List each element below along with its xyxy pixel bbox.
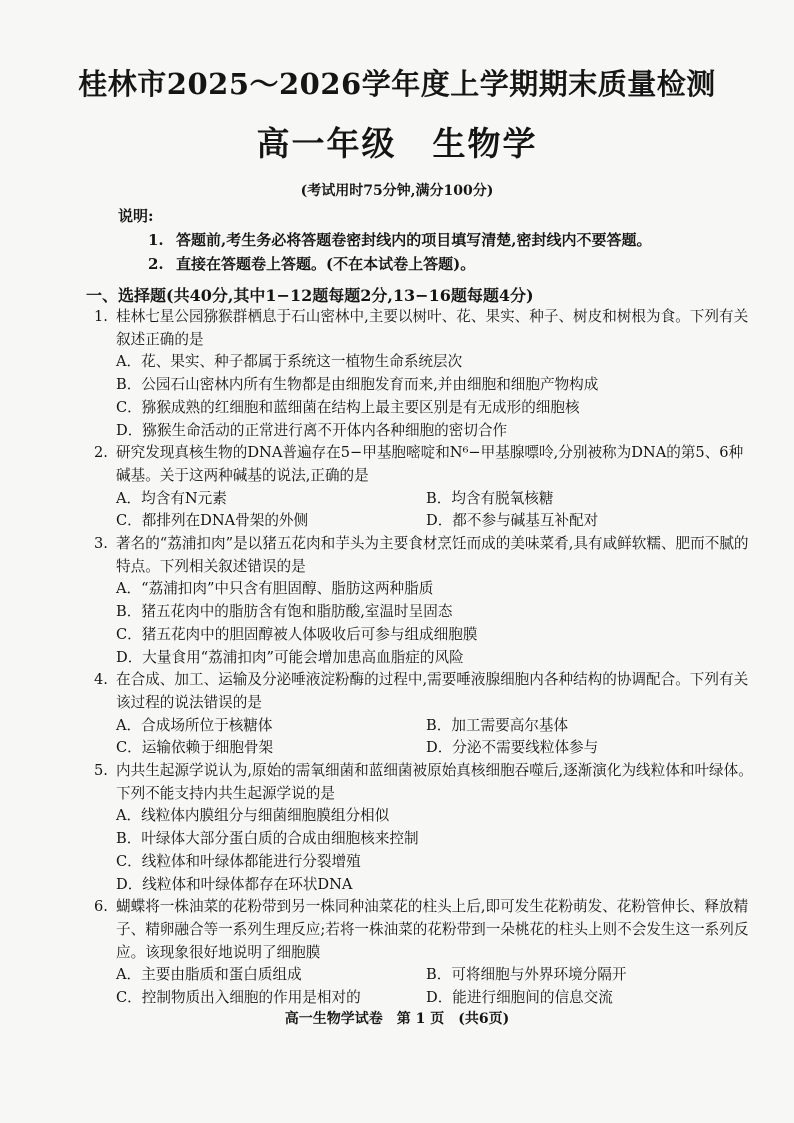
question-stem [94,442,754,487]
note-item [148,253,475,274]
exam-subtitle [0,118,794,165]
option-c: C．线粒体和叶绿体都能进行分裂增殖 [116,852,361,870]
notes-label: 说明: [118,207,154,225]
question-4 [94,669,754,760]
option-b: B．均含有脱氧核糖 [426,489,554,507]
note-text: 直接在答题卷上答题。(不在本试卷上答题)。 [176,255,476,273]
option-row [94,737,754,760]
page-footer: 高一生物学试卷 第 1 页 (共6页) [284,1011,510,1027]
option-a: A．花、果实、种子都属于系统这一植物生命系统层次 [116,353,463,371]
option-d: D．都不参与碱基互补配对 [426,512,599,530]
note-number: 1. [148,231,164,249]
option-b: B．可将细胞与外界环境分隔开 [426,966,627,984]
option-row [94,987,754,1010]
option-row [94,510,754,533]
question-text: 内共生起源学说认为,原始的需氧细菌和蓝细菌被原始真核细胞吞噬后,逐渐演化为线粒体和叶绿体。下列不能支持内共生起源学说的是 [116,762,753,802]
question-number: 2. [94,444,108,462]
question-text: 研究发现真核生物的DNA普遍存在5−甲基胞嘧啶和N⁶−甲基腺嘌呤,分别被称为DNA的第5、6种碱基。关于这两种碱基的说法,正确的是 [116,444,744,484]
exam-title: 桂林市2025～2026学年度上学期期末质量检测 [78,67,716,101]
option-b: B．叶绿体大部分蛋白质的合成由细胞核来控制 [116,830,419,848]
option-a: A．“荔浦扣肉”中只含有胆固醇、脂肪这两种脂质 [116,580,434,598]
question-text: 桂林七星公园猕猴群栖息于石山密林中,主要以树叶、花、果实、种子、树皮和树根为食。下列有关叙述正确的是 [116,308,749,348]
section-title: 一、选择题(共40分,其中1−12题每题2分,13−16题每题4分) [86,286,534,305]
option-a: A．主要由脂质和蛋白质组成 [116,966,302,984]
question-text: 著名的“荔浦扣肉”是以猪五花肉和芋头为主要食材烹饪而成的美味菜肴,具有咸鲜软糯、肥而不腻的特点。下列相关叙述错误的是 [116,535,749,575]
option-c: C．都排列在DNA骨架的外侧 [116,512,309,530]
option-row [94,964,754,987]
question-stem [94,896,754,964]
option-c: C．猕猴成熟的红细胞和蓝细菌在结构上最主要区别是有无成形的细胞核 [116,398,580,416]
question-text: 在合成、加工、运输及分泌唾液淀粉酶的过程中,需要唾液腺细胞内各种结构的协调配合。下列有关该过程的说法错误的是 [116,671,749,711]
question-stem [94,760,754,805]
option-d: D．能进行细胞间的信息交流 [426,989,613,1007]
option-c: C．运输依赖于细胞骨架 [116,739,274,757]
option-row [94,488,754,511]
option-row [94,715,754,738]
question-number: 1. [94,308,108,325]
question-stem [94,669,754,714]
option-d: D．分泌不需要线粒体参与 [426,739,599,757]
question-5 [94,760,754,896]
option-a: A．合成场所位于核糖体 [116,716,273,734]
question-1 [94,306,754,442]
option-d: D．猕猴生命活动的正常进行离不开体内各种细胞的密切合作 [116,421,508,439]
question-text: 蝴蝶将一株油菜的花粉带到另一株同种油菜花的柱头上后,即可发生花粉萌发、花粉管伸长、释放精子、精卵融合等一系列生理反应;若将一株油菜的花粉带到一朵桃花的柱头上则不会发生这一系列反应。该现象很好地说明了细胞膜 [116,898,749,961]
question-list [94,306,754,1010]
note-text: 答题前,考生务必将答题卷密封线内的项目填写清楚,密封线内不要答题。 [176,231,652,249]
option-d: D．大量食用“荔浦扣肉”可能会增加患高血脂症的风险 [116,648,464,666]
option-a: A．均含有N元素 [116,489,227,507]
note-number: 2. [148,255,164,273]
option-b: B．猪五花肉中的脂肪含有饱和脂肪酸,室温时呈固态 [116,603,453,621]
note-item [148,229,651,250]
question-number: 3. [94,535,108,553]
question-number: 5. [94,762,108,780]
question-stem [94,306,754,351]
subject-label: 生物学 [432,124,538,163]
option-b: B．加工需要高尔基体 [426,716,569,734]
option-d: D．线粒体和叶绿体都存在环状DNA [116,875,353,893]
time-note: (考试用时75分钟,满分100分) [300,183,494,199]
option-c: C．猪五花肉中的胆固醇被人体吸收后可参与组成细胞膜 [116,625,478,643]
option-a: A．线粒体内膜组分与细菌细胞膜组分相似 [116,807,390,825]
grade-label: 高一年级 [256,124,397,163]
question-3 [94,533,754,669]
question-stem [94,533,754,578]
question-number: 6. [94,898,108,916]
question-6 [94,896,754,1010]
question-number: 4. [94,671,108,689]
option-b: B．公园石山密林内所有生物都是由细胞发育而来,并由细胞和细胞产物构成 [116,376,599,394]
question-2 [94,442,754,533]
option-c: C．控制物质出入细胞的作用是相对的 [116,989,361,1007]
